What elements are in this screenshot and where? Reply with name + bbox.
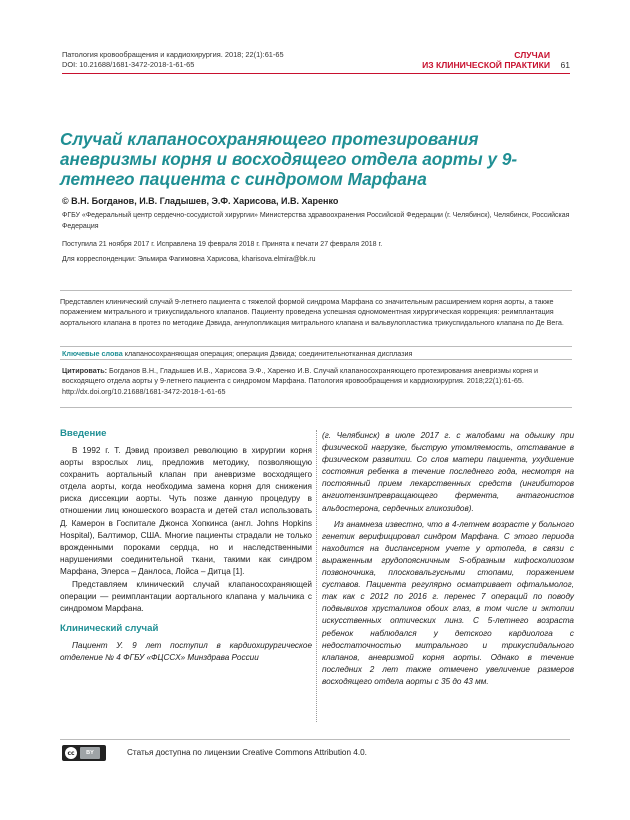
column-divider: [316, 430, 317, 722]
journal-citation-line: Патология кровообращения и кардиохирургия. 2018; 22(1):61-65: [62, 50, 284, 59]
correspondence: Для корреспонденции: Эльмира Фагимовна Харисова, kharisova.elmira@bk.ru: [62, 256, 316, 263]
cc-license-badge[interactable]: [62, 745, 106, 761]
abstract: Представлен клинический случай 9-летнего пациента с тяжелой формой синдрома Марфана со значительным расширением корня аорты, а также поражением митрального и трикуспидального клапанов. Пациенту проведена успешная одномоментная хирургическая коррекция: реимплантация аортального клапана в протез по методике Дэвида, аннулопликация митрального клапана и вальвулопластика трикуспидального клапана по Де Вега.: [60, 290, 572, 328]
intro-paragraph-2: Представляем клинический случай клапаносохраняющей операции — реимплантации аортального клапана у мальчика с синдромом Марфана.: [60, 580, 312, 614]
section-label-line2: ИЗ КЛИНИЧЕСКОЙ ПРАКТИКИ: [422, 60, 550, 70]
keywords-text: клапаносохраняющая операция; операция Дэвида; соединительнотканная дисплазия: [122, 349, 413, 358]
journal-header: [62, 50, 284, 70]
section-label-line1: СЛУЧАИ: [514, 50, 550, 60]
clinical-case-heading: Клинический случай: [60, 623, 159, 635]
citation: [62, 366, 572, 397]
affiliation: ФГБУ «Федеральный центр сердечно-сосудистой хирургии» Министерства здравоохранения Российской Федерации (г. Челябинск), Челябинск, Российская Федерация: [62, 212, 570, 230]
keywords-divider: [60, 346, 572, 347]
keywords-label: Ключевые слова: [62, 349, 123, 358]
section-label: [422, 50, 550, 70]
footer-divider: [60, 739, 570, 740]
license-text: Статья доступна по лицензии Creative Commons Attribution 4.0.: [127, 748, 367, 757]
by-icon: BY: [80, 747, 100, 759]
left-column: [60, 428, 312, 665]
article-title: Случай клапаносохраняющего протезирования аневризмы корня и восходящего отдела аорты у 9-летнего пациента с синдромом Марфана: [60, 129, 518, 189]
right-column: [322, 430, 574, 688]
page-number: 61: [560, 60, 570, 70]
clinical-paragraph-1-continued: (г. Челябинск) в июле 2017 г. с жалобами на одышку при физической нагрузке, быструю утомляемость, отставание в физическом развитии. Со слов матери пациента, ухудшение состояния ребенка в течение последнего года, несмотря на постоянный прием лекарственных средств (ингибиторов ангиотензинпревращающего фермента, антагонистов альдостерона, сердечных гликозидов).: [322, 431, 574, 513]
clinical-paragraph-2: Из анамнеза известно, что в 4-летнем возрасте у больного генетик верифицировал синдром Марфана. С этого периода находится на диспансерном учете у ортопеда, в связи с выраженным грудопоясничным S-образным кифосколиозом позвоночника, плосковальгусными стопами, поражением суставов. Пациента регулярно осматривает офтальмолог, так как с 2012 по 2016 г. перенес 7 операций по поводу подвывихов хрусталиков обоих глаз, в том числе и эктопии искусственных оптических линз. С 5-летнего возраста ребенок наблюдался у детского кардиолога с недостаточностью митрального и трикуспидального клапанов, аневризмой корня аорты. Однако в течение последних 2 лет также отмечено увеличение размеров восходящего отдела аорты с 35 до 43 мм.: [322, 519, 574, 686]
intro-paragraph-1: В 1992 г. Т. Дэвид произвел революцию в хирургии корня аорты взрослых лиц, предложив методику, позволяющую сохранить аортальный клапан при аневризме восходящего отдела аорты, когда необходима замена корня для снижения риска диссекции аорты. Чуть позже данную процедуру в отношении лиц юношеского возраста и детей стал использовать Д. Камерон в Госпитале Джонса Хопкинса (англ. Johns Hopkins Hospital), Балтимор, США. Многие пациенты страдали не только врожденными пороками сердца, но и наследственными нарушениями соединительной ткани, такими как синдром Марфана, Элерса – Данлоса, Лойса – Дитца [1].: [60, 446, 312, 576]
abstract-end-divider: [60, 407, 572, 408]
intro-heading: Введение: [60, 428, 107, 439]
cc-icon: cc: [65, 747, 77, 759]
submission-dates: Поступила 21 ноября 2017 г. Исправлена 19 февраля 2018 г. Принята к печати 27 февраля 2018 г.: [62, 241, 383, 248]
citation-label: Цитировать:: [62, 366, 108, 375]
keywords: [62, 349, 412, 358]
header-divider: [62, 73, 570, 74]
doi-line[interactable]: DOI: 10.21688/1681-3472-2018-1-61-65: [62, 60, 195, 69]
author-list: © В.Н. Богданов, И.В. Гладышев, Э.Ф. Харисова, И.В. Харенко: [62, 196, 339, 206]
clinical-paragraph-1: Пациент У. 9 лет поступил в кардиохирургическое отделение № 4 ФГБУ «ФЦССХ» Минздрава России: [60, 641, 312, 663]
citation-divider: [60, 359, 572, 360]
citation-text: Богданов В.Н., Гладышев И.В., Харисова Э.Ф., Харенко И.В. Случай клапаносохраняющего протезирования аневризмы корня и восходящего отдела аорты у 9-летнего пациента с синдромом Марфана. Патология кровообращения и кардиохирургия. 2018;22(1):61-65. http://dx.doi.org/10.21688/1681-3472-2018-1-61-65: [62, 366, 539, 396]
